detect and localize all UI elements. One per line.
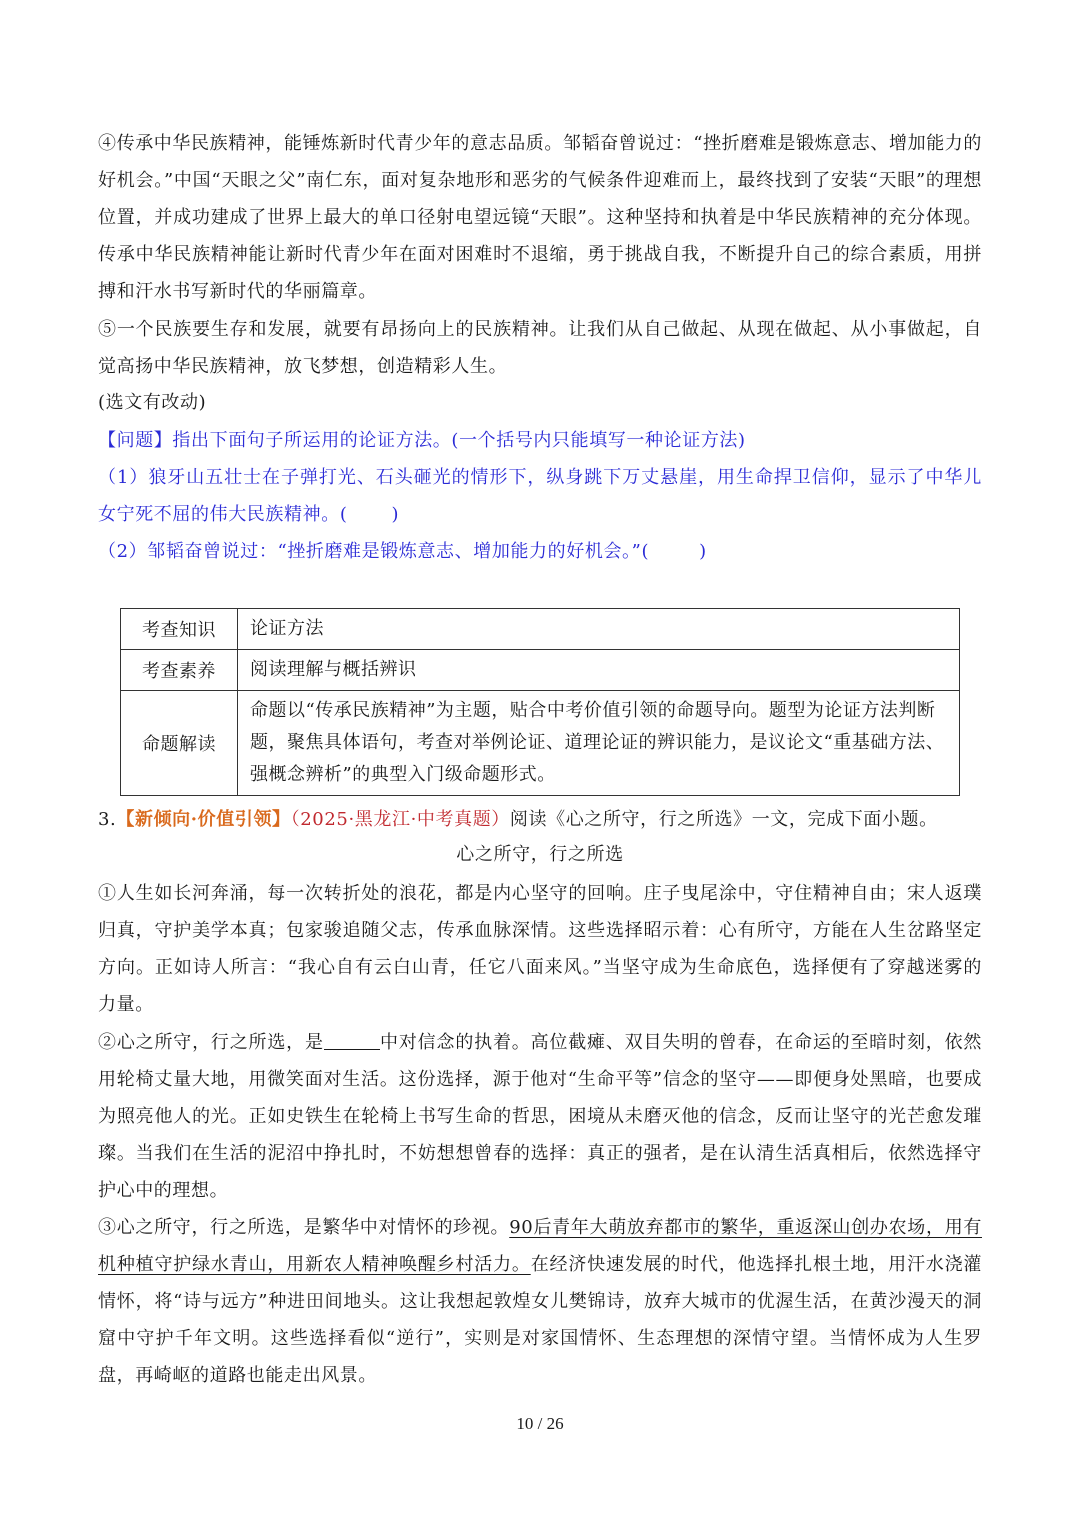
table-key: 考查素养 bbox=[121, 650, 238, 691]
question-source: （2025·黑龙江·中考真题） bbox=[290, 809, 510, 830]
table-value: 阅读理解与概括辨识 bbox=[238, 650, 960, 691]
table-value: 论证方法 bbox=[238, 609, 960, 650]
question-2-text: （2）邹韬奋曾说过：“挫折磨难是锻炼意志、增加能力的好机会。” bbox=[98, 541, 642, 562]
question-1 bbox=[98, 459, 982, 533]
answer-paren-open: ( bbox=[339, 504, 348, 525]
analysis-table bbox=[120, 608, 960, 796]
paragraph-text: 在经济快速发展的时代，他选择扎根土地，用汗水浇灌情怀，将“诗与远方”种进田间地头。这让我想起敦煌女儿樊锦诗，放弃大城市的优渥生活，在黄沙漫天的洞窟中守护千年文明。这些选择看似“逆行”，实则是对家国情怀、生态理想的深情守望。当情怀成为人生罗盘，再崎岖的道路也能走出风景。 bbox=[98, 1254, 982, 1386]
answer-paren-close: ) bbox=[699, 541, 707, 562]
paragraph-text: ④传承中华民族精神，能锤炼新时代青少年的意志品质。邹韬奋曾说过：“挫折磨难是锻炼意志、增加能力的好机会。”中国“天眼之父”南仁东，面对复杂地形和恶劣的气候条件迎难而上，最终找到了安装“天眼”的理想位置，并成功建成了世界上最大的单口径射电望远镜“天眼”。这种坚持和执着是中华民族精神的充分体现。传承中华民族精神能让新时代青少年在面对困难时不退缩，勇于挑战自我，不断提升自己的综合素质，用拼搏和汗水书写新时代的华丽篇章。 bbox=[98, 133, 982, 302]
question-1-text: （1）狼牙山五壮士在子弹打光、石头砸光的情形下，纵身跳下万丈悬崖，用生命捍卫信仰，显示了中华儿女宁死不屈的伟大民族精神。 bbox=[98, 467, 982, 525]
article-paragraph-1 bbox=[98, 875, 982, 1023]
paragraph-text: 中对信念的执着。高位截瘫、双目失明的曾春，在命运的至暗时刻，依然用轮椅丈量大地，用微笑面对生活。这份选择，源于他对“生命平等”信念的坚守——即便身处黑暗，也要成为照亮他人的光。正如史铁生在轮椅上书写生命的哲思，困境从未磨灭他的信念，反而让坚守的光芒愈发璀璨。当我们在生活的泥沼中挣扎时，不妨想想曾春的选择：真正的强者，是在认清生活真相后，依然选择守护心中的理想。 bbox=[98, 1032, 983, 1201]
fill-in-blank[interactable] bbox=[324, 1031, 380, 1050]
article-paragraph-3 bbox=[98, 1209, 982, 1394]
question-number: 3. bbox=[98, 809, 117, 830]
article-title: 心之所守，行之所选 bbox=[456, 844, 624, 865]
table-row bbox=[121, 650, 960, 691]
question-3-header bbox=[98, 801, 982, 838]
paragraph-text: ⑤一个民族要生存和发展，就要有昂扬向上的民族精神。让我们从自己做起、从现在做起、从小事做起，自觉高扬中华民族精神，放飞梦想，创造精彩人生。 bbox=[98, 319, 982, 377]
table-value: 命题以“传承民族精神”为主题，贴合中考价值引领的命题导向。题型为论证方法判断题，聚焦具体语句，考查对举例论证、道理论证的辨识能力，是议论文“重基础方法、强概念辨析”的典型入门级命题形式。 bbox=[238, 691, 960, 796]
source-note-text: (选文有改动) bbox=[98, 392, 207, 413]
table-key: 考查知识 bbox=[121, 609, 238, 650]
question-tag: 【新倾向·价值引领】 bbox=[116, 809, 291, 830]
question-header-text: 【问题】指出下面句子所运用的论证方法。(一个括号内只能填写一种论证方法) bbox=[98, 430, 746, 451]
paragraph-text: ③心之所守，行之所选，是繁华中对情怀的珍视。 bbox=[98, 1217, 510, 1238]
question-header bbox=[98, 422, 982, 459]
underlined-sentence: 90后青年大萌放弃都市的繁华，重返深山创办农场，用有机种植守护绿水青山，用新农人精神唤醒乡村活力。 bbox=[98, 1217, 982, 1275]
answer-paren-close: ) bbox=[391, 504, 400, 525]
table-row bbox=[121, 691, 960, 796]
source-note bbox=[98, 384, 982, 421]
passage-paragraph-4 bbox=[98, 125, 982, 310]
article-paragraph-2 bbox=[98, 1024, 982, 1209]
passage-paragraph-5 bbox=[98, 311, 982, 385]
question-instruction: 阅读《心之所守，行之所选》一文，完成下面小题。 bbox=[509, 809, 938, 830]
page-number: 10 / 26 bbox=[516, 1414, 564, 1433]
paragraph-text: ②心之所守，行之所选，是 bbox=[98, 1032, 324, 1053]
table-row bbox=[121, 609, 960, 650]
question-2 bbox=[98, 533, 982, 570]
table-key: 命题解读 bbox=[121, 691, 238, 796]
answer-paren-open: ( bbox=[641, 541, 650, 562]
paragraph-text: ①人生如长河奔涌，每一次转折处的浪花，都是内心坚守的回响。庄子曳尾涂中，守住精神自由；宋人返璞归真，守护美学本真；包家骏追随父志，传承血脉深情。这些选择昭示着：心有所守，方能在人生岔路坚定方向。正如诗人所言：“我心自有云白山青，任它八面来风。”当坚守成为生命底色，选择便有了穿越迷雾的力量。 bbox=[98, 883, 982, 1015]
